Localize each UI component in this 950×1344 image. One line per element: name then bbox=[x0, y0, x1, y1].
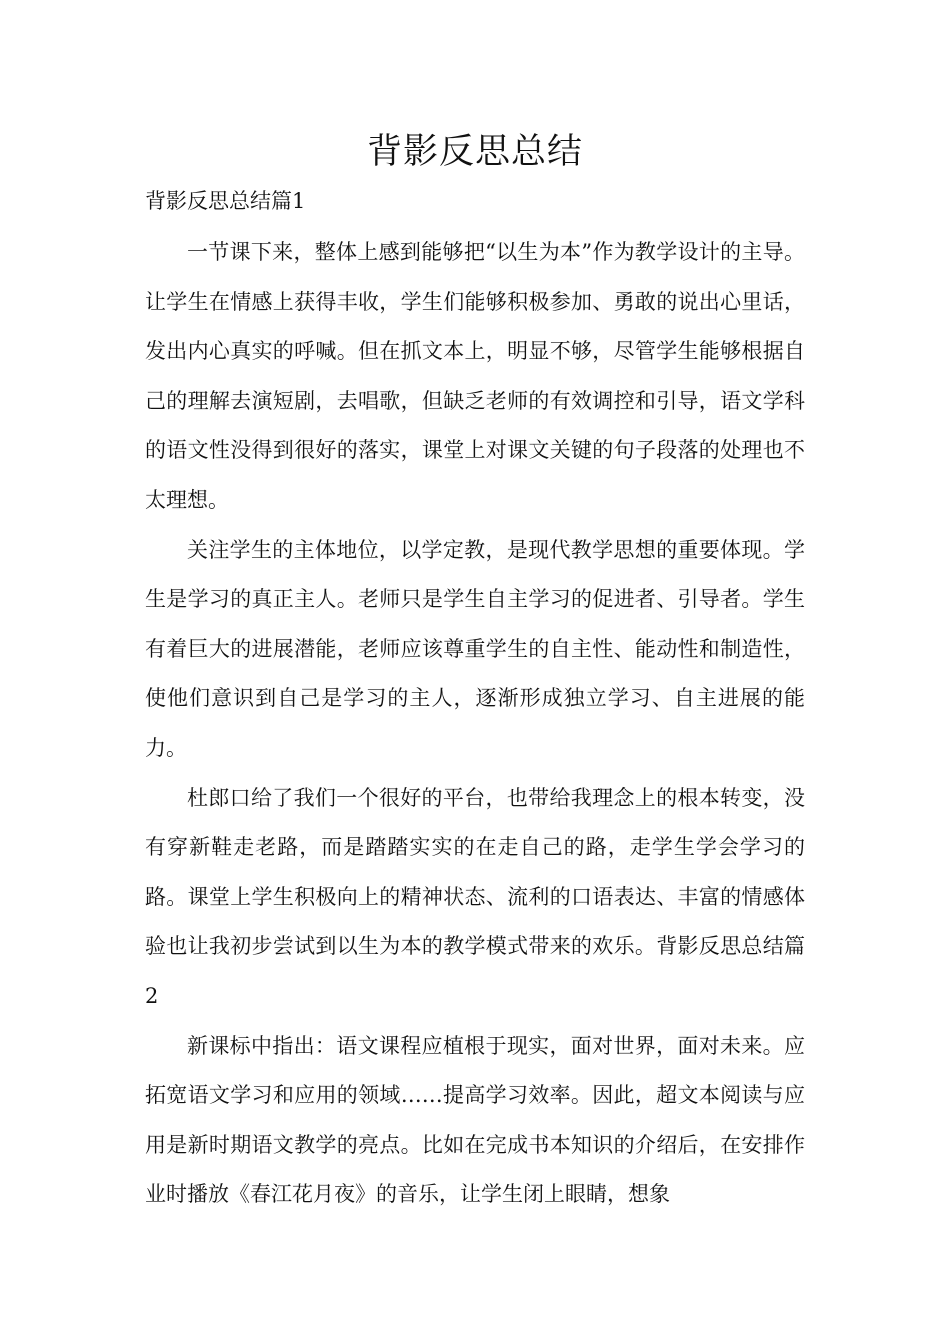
paragraph-3 bbox=[145, 774, 805, 1022]
paragraph-1: 一节课下来，整体上感到能够把“以生为本”作为教学设计的主导。让学生在情感上获得丰收，学生们能够积极参加、勇敢的说出心里话，发出内心真实的呼喊。但在抓文本上，明显不够，尽管学生能够根据自己的理解去演短剧，去唱歌，但缺乏老师的有效调控和引导，语文学科的语文性没得到很好的落实，课堂上对课文关键的句子段落的处理也不太理想。 bbox=[145, 240, 805, 512]
document-body bbox=[145, 228, 805, 1220]
document-title: 背影反思总结 bbox=[366, 132, 583, 172]
section-heading-2: 背影反思总结篇2 bbox=[145, 934, 806, 1008]
section-heading-1: 背影反思总结篇1 bbox=[145, 189, 306, 213]
paragraph-3-text: 杜郎口给了我们一个很好的平台，也带给我理念上的根本转变，没有穿新鞋走老路，而是踏踏实实的在走自己的路，走学生学会学习的路。课堂上学生积极向上的精神状态、流利的口语表达、丰富的情感体验也让我初步尝试到以生为本的教学模式带来的欢乐。 bbox=[145, 785, 805, 959]
paragraph-2: 关注学生的主体地位，以学定教，是现代教学思想的重要体现。学生是学习的真正主人。老师只是学生自主学习的促进者、引导者。学生有着巨大的进展潜能，老师应该尊重学生的自主性、能动性和制造性，使他们意识到自己是学习的主人，逐渐形成独立学习、自主进展的能力。 bbox=[145, 537, 805, 760]
paragraph-4: 新课标中指出：语文课程应植根于现实，面对世界，面对未来。应拓宽语文学习和应用的领域……提高学习效率。因此，超文本阅读与应用是新时期语文教学的亮点。比如在完成书本知识的介绍后，在安排作业时播放《春江花月夜》的音乐，让学生闭上眼睛，想象 bbox=[145, 1033, 805, 1207]
